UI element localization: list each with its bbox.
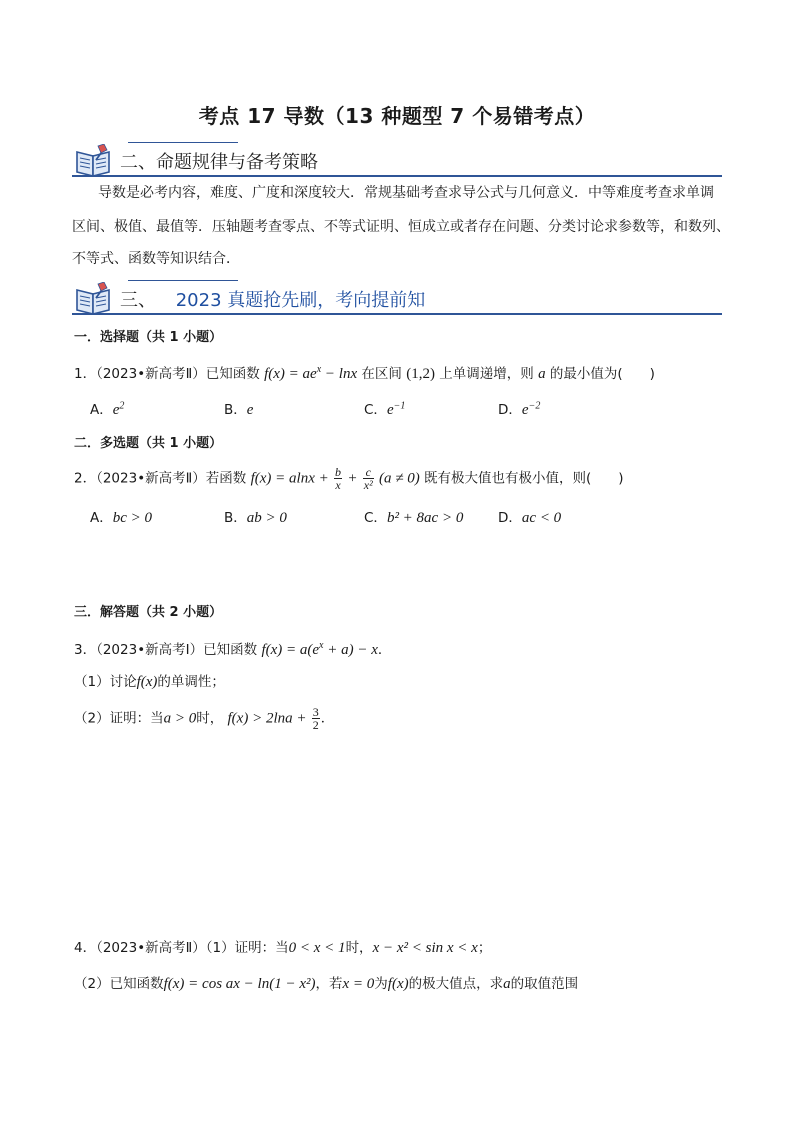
question-1: 1．（2023•新高考Ⅱ）已知函数 $f(x) = ae^x - \ln x$ 在区间 (1,2) 上单调递增，则 a 的最小值为( ) xyxy=(74,364,655,382)
header-top-rule xyxy=(128,142,238,143)
intro-line-1: 导数是必考内容，难度、广度和深度较大．常规基础考查求导公式与几何意义．中等难度考查求单调 xyxy=(98,185,714,201)
book-pencil-icon xyxy=(74,282,114,316)
q3-fraction-3-over-2: $\frac{3}{2}$ xyxy=(312,705,319,732)
intro-line-2: 区间、极值、最值等．压轴题考查零点、不等式证明、恒成立或者存在问题、分类讨论求参数等，和数列、 xyxy=(72,219,730,235)
q2-fraction-b-over-x: $\frac{b}{x}$ xyxy=(335,465,342,492)
q1-function: $f(x) = ae^x - \ln x$ xyxy=(264,364,358,382)
question-2: 2．（2023•新高考Ⅱ）若函数 f(x) = alnx + $\frac{b}{x}$ + $\frac{c}{\text{x²}}$ (a ≠ 0) 既有极大值也有极小值，则( ) xyxy=(74,465,624,492)
q1-option-b[interactable]: B．e xyxy=(224,402,254,418)
intro-line-3: 不等式、函数等知识结合． xyxy=(72,251,240,267)
question-4-line-1: 4．（2023•新高考Ⅱ）（1）证明：当0 < x < 1时，x − x² < sin x < x； xyxy=(74,940,492,956)
section-3-title: 2023 真题抢先刷，考向提前知 xyxy=(175,290,426,311)
section-3-prefix: 三、 xyxy=(120,290,156,311)
header-top-rule xyxy=(128,280,238,281)
group-2-heading: 二．多选题（共 1 小题） xyxy=(74,436,223,451)
q1-option-a[interactable]: A．$e^2$ xyxy=(90,400,125,418)
q2-option-a[interactable]: A．bc > 0 xyxy=(90,510,153,526)
book-pencil-icon xyxy=(74,144,114,178)
q2-option-c[interactable]: C．b² + 8ac > 0 xyxy=(364,510,464,526)
section-2-heading: 二、命题规律与备考策略 xyxy=(120,152,318,173)
header-bottom-rule xyxy=(72,313,722,315)
question-3-part-2: （2）证明：当a > 0时， f(x) > 2lna + $\frac{3}{2}$ ． xyxy=(74,705,335,732)
question-3-part-1: （1）讨论f(x)的单调性； xyxy=(74,674,225,690)
group-3-heading: 三．解答题（共 2 小题） xyxy=(74,605,223,620)
question-4-line-2: （2）已知函数f(x) = cos ax − ln(1 − x²)，若x = 0为f(x)的极大值点，求a的取值范围 xyxy=(74,976,579,992)
q2-fraction-c-over-x2: $\frac{c}{\text{x²}}$ xyxy=(363,465,373,492)
header-bottom-rule xyxy=(72,175,722,177)
section-3-header xyxy=(72,276,722,320)
q1-option-c[interactable]: C．$e^{-1}$ xyxy=(364,400,406,418)
section-3-heading xyxy=(120,286,425,312)
section-2-header xyxy=(72,138,722,182)
q2-option-b[interactable]: B．ab > 0 xyxy=(224,510,287,526)
page-title: 考点 17 导数（13 种题型 7 个易错考点） xyxy=(198,104,596,128)
question-3: 3．（2023•新高考Ⅰ）已知函数 $f(x) = a(e^x + a) - x$． xyxy=(74,640,392,658)
q3-function: $f(x) = a(e^x + a) - x$ xyxy=(261,640,378,658)
q2-option-d[interactable]: D．ac < 0 xyxy=(498,510,562,526)
group-1-heading: 一．选择题（共 1 小题） xyxy=(74,330,223,345)
q1-option-d[interactable]: D．$e^{-2}$ xyxy=(498,400,541,418)
